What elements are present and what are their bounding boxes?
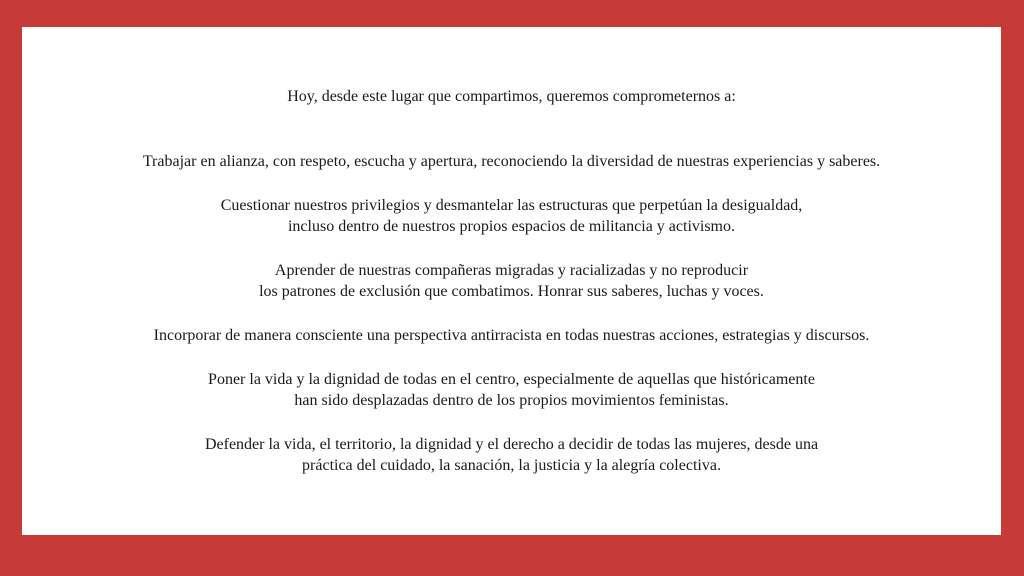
commitment-line: Trabajar en alianza, con respeto, escucha y apertura, reconociendo la diversidad de nuestras experiencias y saberes. (142, 153, 881, 170)
commitment-line: han sido desplazadas dentro de los propios movimientos feministas. (294, 392, 729, 409)
intro-text: Hoy, desde este lugar que compartimos, queremos comprometernos a: (287, 88, 736, 105)
slide-panel (22, 27, 1001, 535)
commitment-line: práctica del cuidado, la sanación, la justicia y la alegría colectiva. (302, 457, 721, 474)
commitment-item (22, 434, 1001, 476)
commitment-line: los patrones de exclusión que combatimos. Honrar sus saberes, luchas y voces. (259, 283, 764, 300)
commitment-line: Poner la vida y la dignidad de todas en el centro, especialmente de aquellas que históricamente (208, 371, 815, 388)
commitment-line: Incorporar de manera consciente una perspectiva antirracista en todas nuestras acciones, estrategias y discursos. (153, 327, 870, 344)
commitment-line: Aprender de nuestras compañeras migradas y racializadas y no reproducir (274, 262, 749, 279)
commitment-line: Cuestionar nuestros privilegios y desmantelar las estructuras que perpetúan la desigualdad, (220, 197, 803, 214)
commitment-item (22, 195, 1001, 237)
commitment-line: Defender la vida, el territorio, la dignidad y el derecho a decidir de todas las mujeres, desde una (204, 436, 819, 453)
commitment-list (22, 151, 1001, 499)
commitment-item (22, 325, 1001, 346)
commitment-item (22, 260, 1001, 302)
commitment-line: incluso dentro de nuestros propios espacios de militancia y activismo. (287, 218, 735, 235)
commitment-item (22, 151, 1001, 172)
commitment-item (22, 369, 1001, 411)
